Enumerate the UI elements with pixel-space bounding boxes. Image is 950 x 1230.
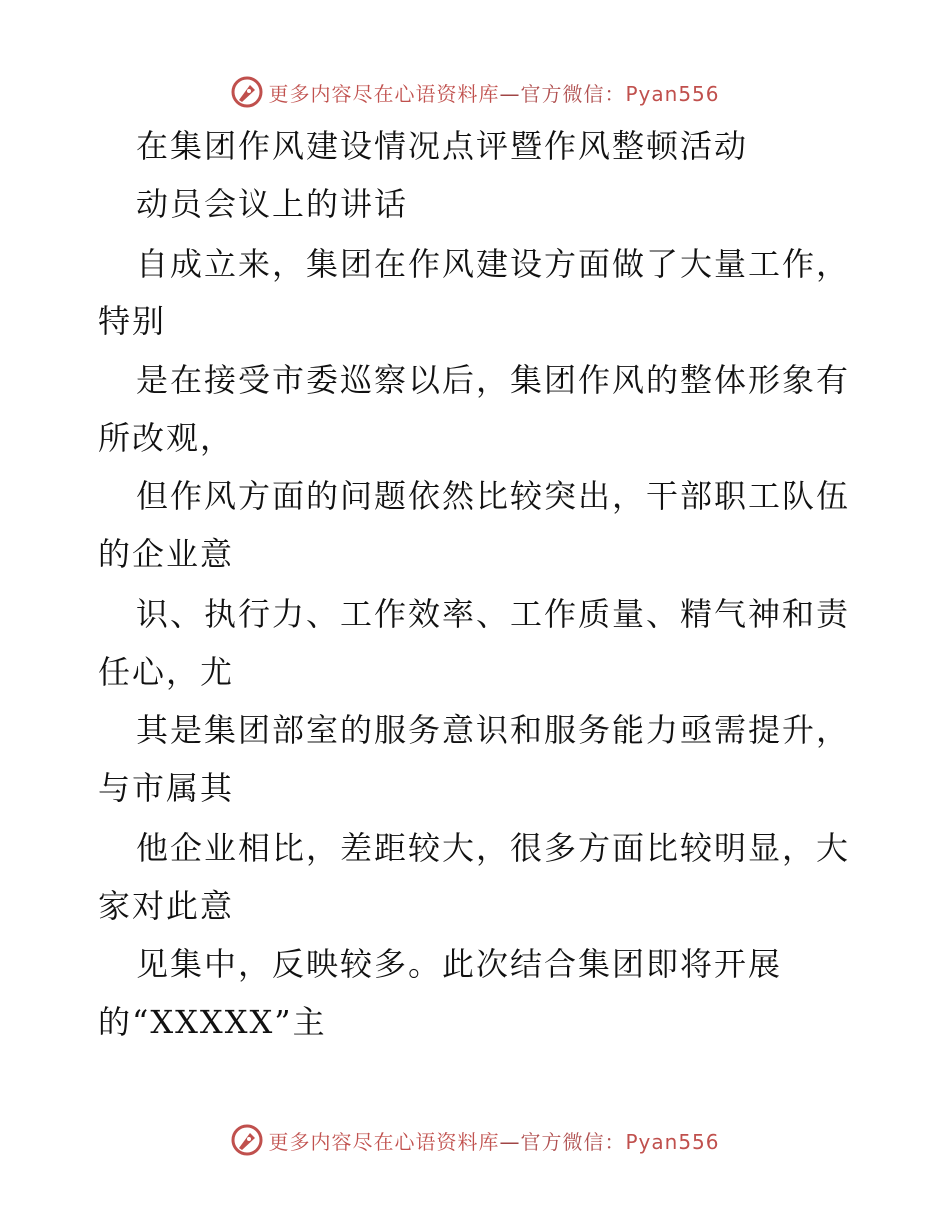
pen-nib-logo-icon (230, 1123, 264, 1157)
paragraph-line: 与市属其 (98, 769, 235, 807)
document-title-line-2: 动员会议上的讲话 (136, 185, 409, 223)
paragraph-line: 但作风方面的问题依然比较突出，干部职工队伍 (136, 477, 851, 515)
paragraph-line: 识、执行力、工作效率、工作质量、精气神和责 (136, 595, 851, 633)
paragraph-line: 特别 (98, 302, 167, 340)
paragraph-line: 自成立来，集团在作风建设方面做了大量工作， (136, 245, 851, 283)
wechat-id: Pyan556 (625, 1129, 720, 1154)
watermark-text: 更多内容尽在心语资料库—官方微信：Pyan556 (268, 1129, 720, 1154)
watermark-text: 更多内容尽在心语资料库—官方微信：Pyan556 (268, 81, 720, 106)
paragraph-line: 的企业意 (98, 535, 235, 573)
paragraph-line: 见集中，反映较多。此次结合集团即将开展 (136, 945, 783, 983)
paragraph-line: 家对此意 (98, 887, 235, 925)
paragraph-line: 的“XXXXX”主 (98, 1003, 327, 1041)
document-title-line-1: 在集团作风建设情况点评暨作风整顿活动 (136, 127, 749, 165)
paragraph-line: 所改观， (98, 419, 235, 457)
wechat-id: Pyan556 (625, 81, 720, 106)
paragraph-line: 他企业相比，差距较大，很多方面比较明显，大 (136, 829, 851, 867)
footer-watermark (0, 1120, 950, 1160)
paragraph-line: 任心，尤 (98, 653, 235, 691)
paragraph-line: 是在接受市委巡察以后，集团作风的整体形象有 (136, 361, 851, 399)
paragraph-line: 其是集团部室的服务意识和服务能力亟需提升， (136, 711, 851, 749)
